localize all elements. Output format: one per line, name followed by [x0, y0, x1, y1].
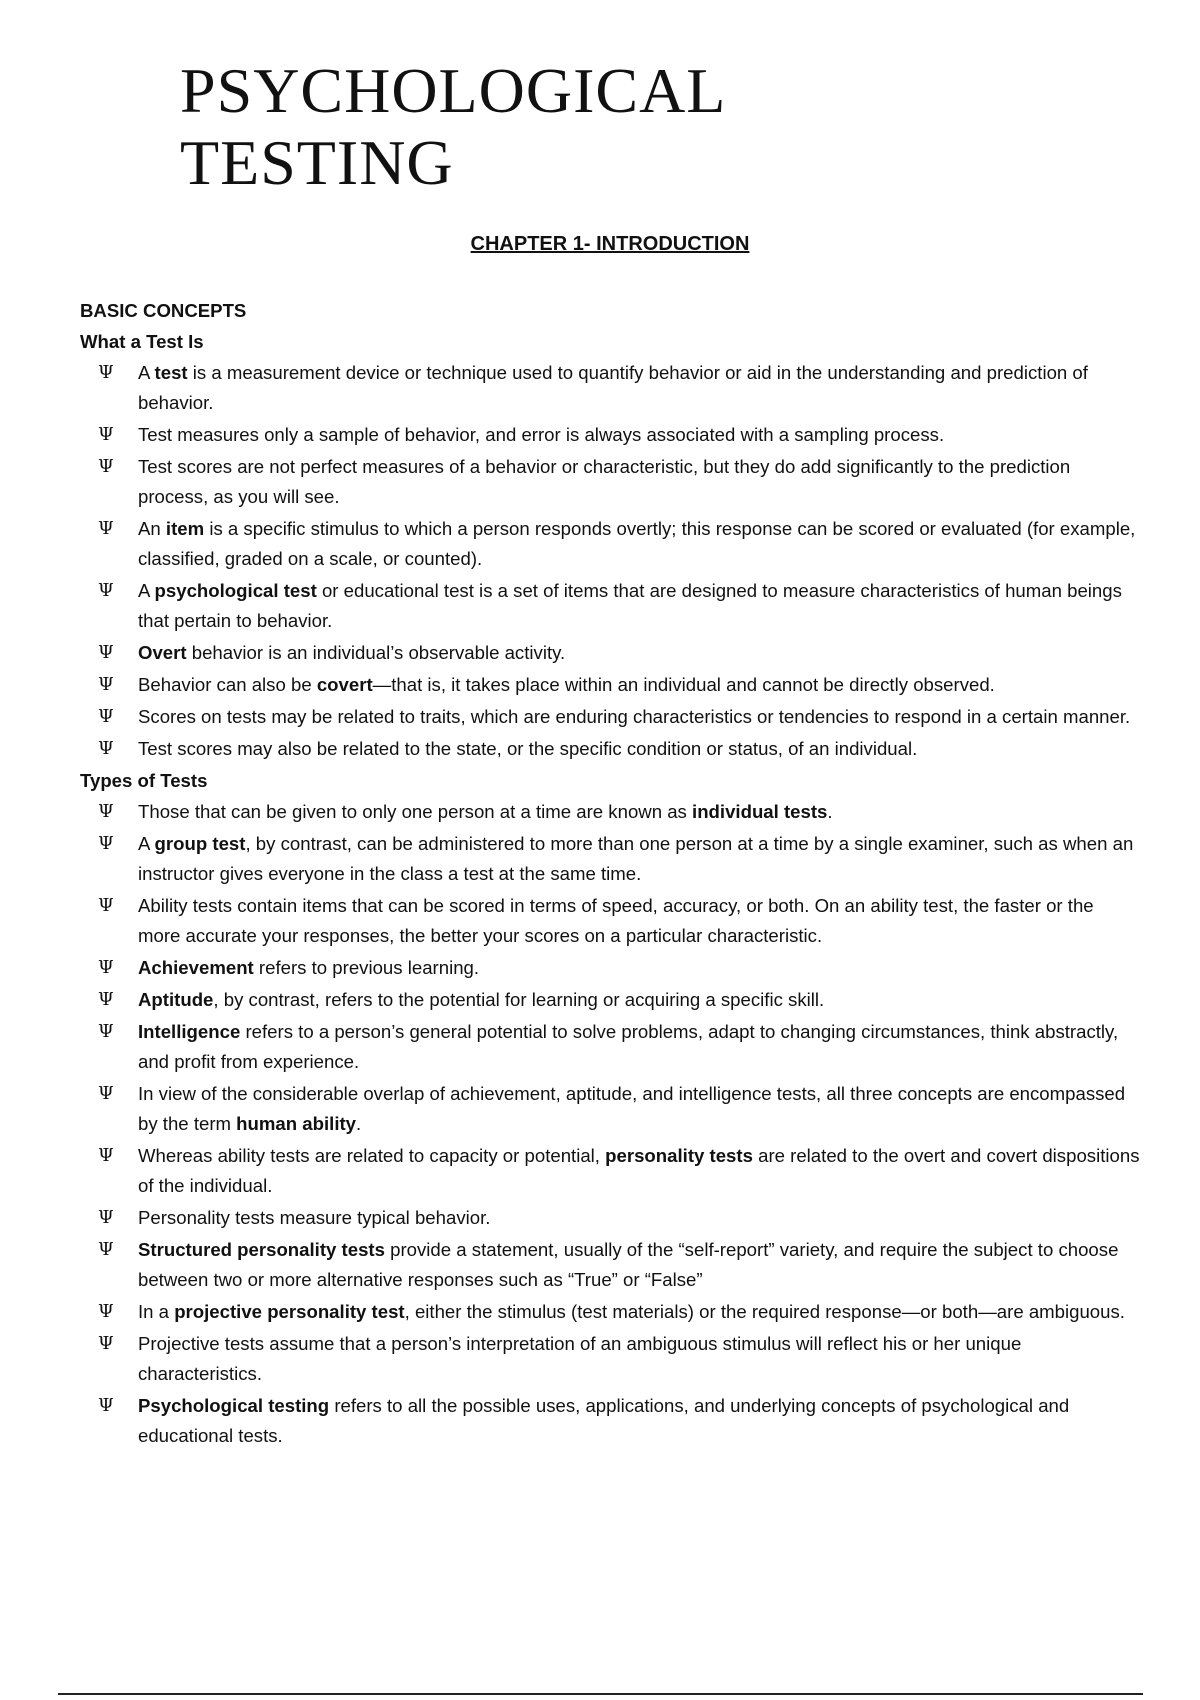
list-item	[80, 452, 1140, 512]
section-subheading: Types of Tests	[80, 770, 208, 791]
list-item	[80, 734, 1140, 764]
psi-icon: Ψ	[98, 1301, 114, 1322]
key-term: human ability	[236, 1113, 357, 1134]
document-body	[80, 296, 1140, 1453]
list-item	[80, 638, 1140, 668]
item-text: A	[138, 580, 155, 601]
psi-icon: Ψ	[98, 1021, 114, 1042]
list-item	[80, 576, 1140, 636]
psi-icon: Ψ	[98, 1395, 114, 1416]
list-item	[80, 1203, 1140, 1233]
item-text: Those that can be given to only one person at a time are known as	[138, 801, 693, 822]
psi-icon: Ψ	[98, 674, 114, 695]
key-term: projective personality test	[174, 1301, 405, 1322]
key-term: personality tests	[605, 1145, 753, 1166]
item-text: Ability tests contain items that can be scored in terms of speed, accuracy, or both. On an ability test, the faster or the more accurate your responses, the better your scores on a particular characteristic.	[138, 895, 1094, 946]
list-item	[80, 670, 1140, 700]
key-term: Psychological testing	[138, 1395, 330, 1416]
psi-icon: Ψ	[98, 456, 114, 477]
list-item	[80, 420, 1140, 450]
item-text: A	[138, 833, 155, 854]
item-text: Whereas ability tests are related to capacity or potential,	[138, 1145, 606, 1166]
item-text: An	[138, 518, 166, 539]
psi-icon: Ψ	[98, 580, 114, 601]
psi-icon: Ψ	[98, 833, 114, 854]
item-text: Projective tests assume that a person’s interpretation of an ambiguous stimulus will reflect his or her unique characteristics.	[138, 1333, 1022, 1384]
list-item	[80, 829, 1140, 889]
item-text: refers to all the possible uses, applications, and underlying concepts of psychological and educational tests.	[138, 1395, 1070, 1446]
psi-icon: Ψ	[98, 801, 114, 822]
list-item	[80, 797, 1140, 827]
bullet-list	[80, 358, 1140, 764]
item-text: , by contrast, refers to the potential for learning or acquiring a specific skill.	[213, 989, 825, 1010]
psi-icon: Ψ	[98, 1083, 114, 1104]
item-text: are related to the overt and covert dispositions of the individual.	[138, 1145, 1140, 1196]
key-term: covert	[316, 674, 373, 695]
key-term: Aptitude	[138, 989, 214, 1010]
psi-icon: Ψ	[98, 424, 114, 445]
list-item	[80, 891, 1140, 951]
title-line-2: TESTING	[180, 127, 454, 198]
psi-icon: Ψ	[98, 1145, 114, 1166]
psi-icon: Ψ	[98, 706, 114, 727]
item-text: In view of the considerable overlap of achievement, aptitude, and intelligence tests, all three concepts are encompassed by the term	[138, 1083, 1126, 1134]
section-subheading: What a Test Is	[80, 331, 204, 352]
list-item	[80, 1297, 1140, 1327]
key-term: individual tests	[692, 801, 828, 822]
list-item	[80, 953, 1140, 983]
page-divider	[58, 1693, 1143, 1695]
item-text: provide a statement, usually of the “self-report” variety, and require the subject to choose between two or more alternative responses such as “True” or “False”	[138, 1239, 1119, 1290]
key-term: psychological test	[154, 580, 317, 601]
psi-icon: Ψ	[98, 895, 114, 916]
item-text: behavior is an individual’s observable activity.	[186, 642, 566, 663]
key-term: Overt	[138, 642, 187, 663]
key-term: test	[154, 362, 188, 383]
psi-icon: Ψ	[98, 518, 114, 539]
list-item	[80, 1329, 1140, 1389]
item-text: refers to previous learning.	[253, 957, 480, 978]
list-item	[80, 1017, 1140, 1077]
item-text: , either the stimulus (test materials) or the required response—or both—are ambiguous.	[404, 1301, 1125, 1322]
key-term: Structured personality tests	[138, 1239, 385, 1260]
psi-icon: Ψ	[98, 738, 114, 759]
item-text: .	[827, 801, 833, 822]
bullet-list	[80, 797, 1140, 1451]
key-term: Intelligence	[138, 1021, 241, 1042]
list-item	[80, 1235, 1140, 1295]
item-text: Scores on tests may be related to traits, which are enduring characteristics or tendencies to respond in a certain manner.	[138, 706, 1131, 727]
item-text: is a measurement device or technique used to quantify behavior or aid in the understanding and prediction of behavior.	[138, 362, 1088, 413]
chapter-heading: CHAPTER 1- INTRODUCTION	[470, 233, 750, 255]
item-text: Test scores may also be related to the state, or the specific condition or status, of an individual.	[138, 738, 918, 759]
item-text: In a	[138, 1301, 175, 1322]
list-item	[80, 702, 1140, 732]
item-text: .	[356, 1113, 362, 1134]
item-text: Personality tests measure typical behavior.	[138, 1207, 491, 1228]
psi-icon: Ψ	[98, 1239, 114, 1260]
document-title	[180, 55, 726, 199]
key-term: item	[165, 518, 205, 539]
list-item	[80, 514, 1140, 574]
list-item	[80, 1141, 1140, 1201]
item-text: refers to a person’s general potential to solve problems, adapt to changing circumstances, think abstractly, and profit from experience.	[138, 1021, 1119, 1072]
item-text: A	[138, 362, 155, 383]
key-term: group test	[154, 833, 246, 854]
psi-icon: Ψ	[98, 1333, 114, 1354]
list-item	[80, 985, 1140, 1015]
item-text: Test measures only a sample of behavior, and error is always associated with a sampling process.	[138, 424, 945, 445]
item-text: or educational test is a set of items that are designed to measure characteristics of human beings that pertain to behavior.	[138, 580, 1122, 631]
item-text: , by contrast, can be administered to more than one person at a time by a single examiner, such as when an instructor gives everyone in the class a test at the same time.	[138, 833, 1134, 884]
psi-icon: Ψ	[98, 1207, 114, 1228]
key-term: Achievement	[138, 957, 254, 978]
item-text: Test scores are not perfect measures of a behavior or characteristic, but they do add significantly to the prediction process, as you will see.	[138, 456, 1071, 507]
list-item	[80, 358, 1140, 418]
title-line-1: PSYCHOLOGICAL	[180, 55, 727, 126]
psi-icon: Ψ	[98, 362, 114, 383]
list-item	[80, 1391, 1140, 1451]
list-item	[80, 1079, 1140, 1139]
psi-icon: Ψ	[98, 957, 114, 978]
psi-icon: Ψ	[98, 642, 114, 663]
item-text: Behavior can also be	[138, 674, 317, 695]
section-heading: BASIC CONCEPTS	[80, 300, 247, 321]
psi-icon: Ψ	[98, 989, 114, 1010]
item-text: is a specific stimulus to which a person responds overtly; this response can be scored or evaluated (for example, classified, graded on a scale, or counted).	[138, 518, 1136, 569]
item-text: —that is, it takes place within an individual and cannot be directly observed.	[372, 674, 995, 695]
